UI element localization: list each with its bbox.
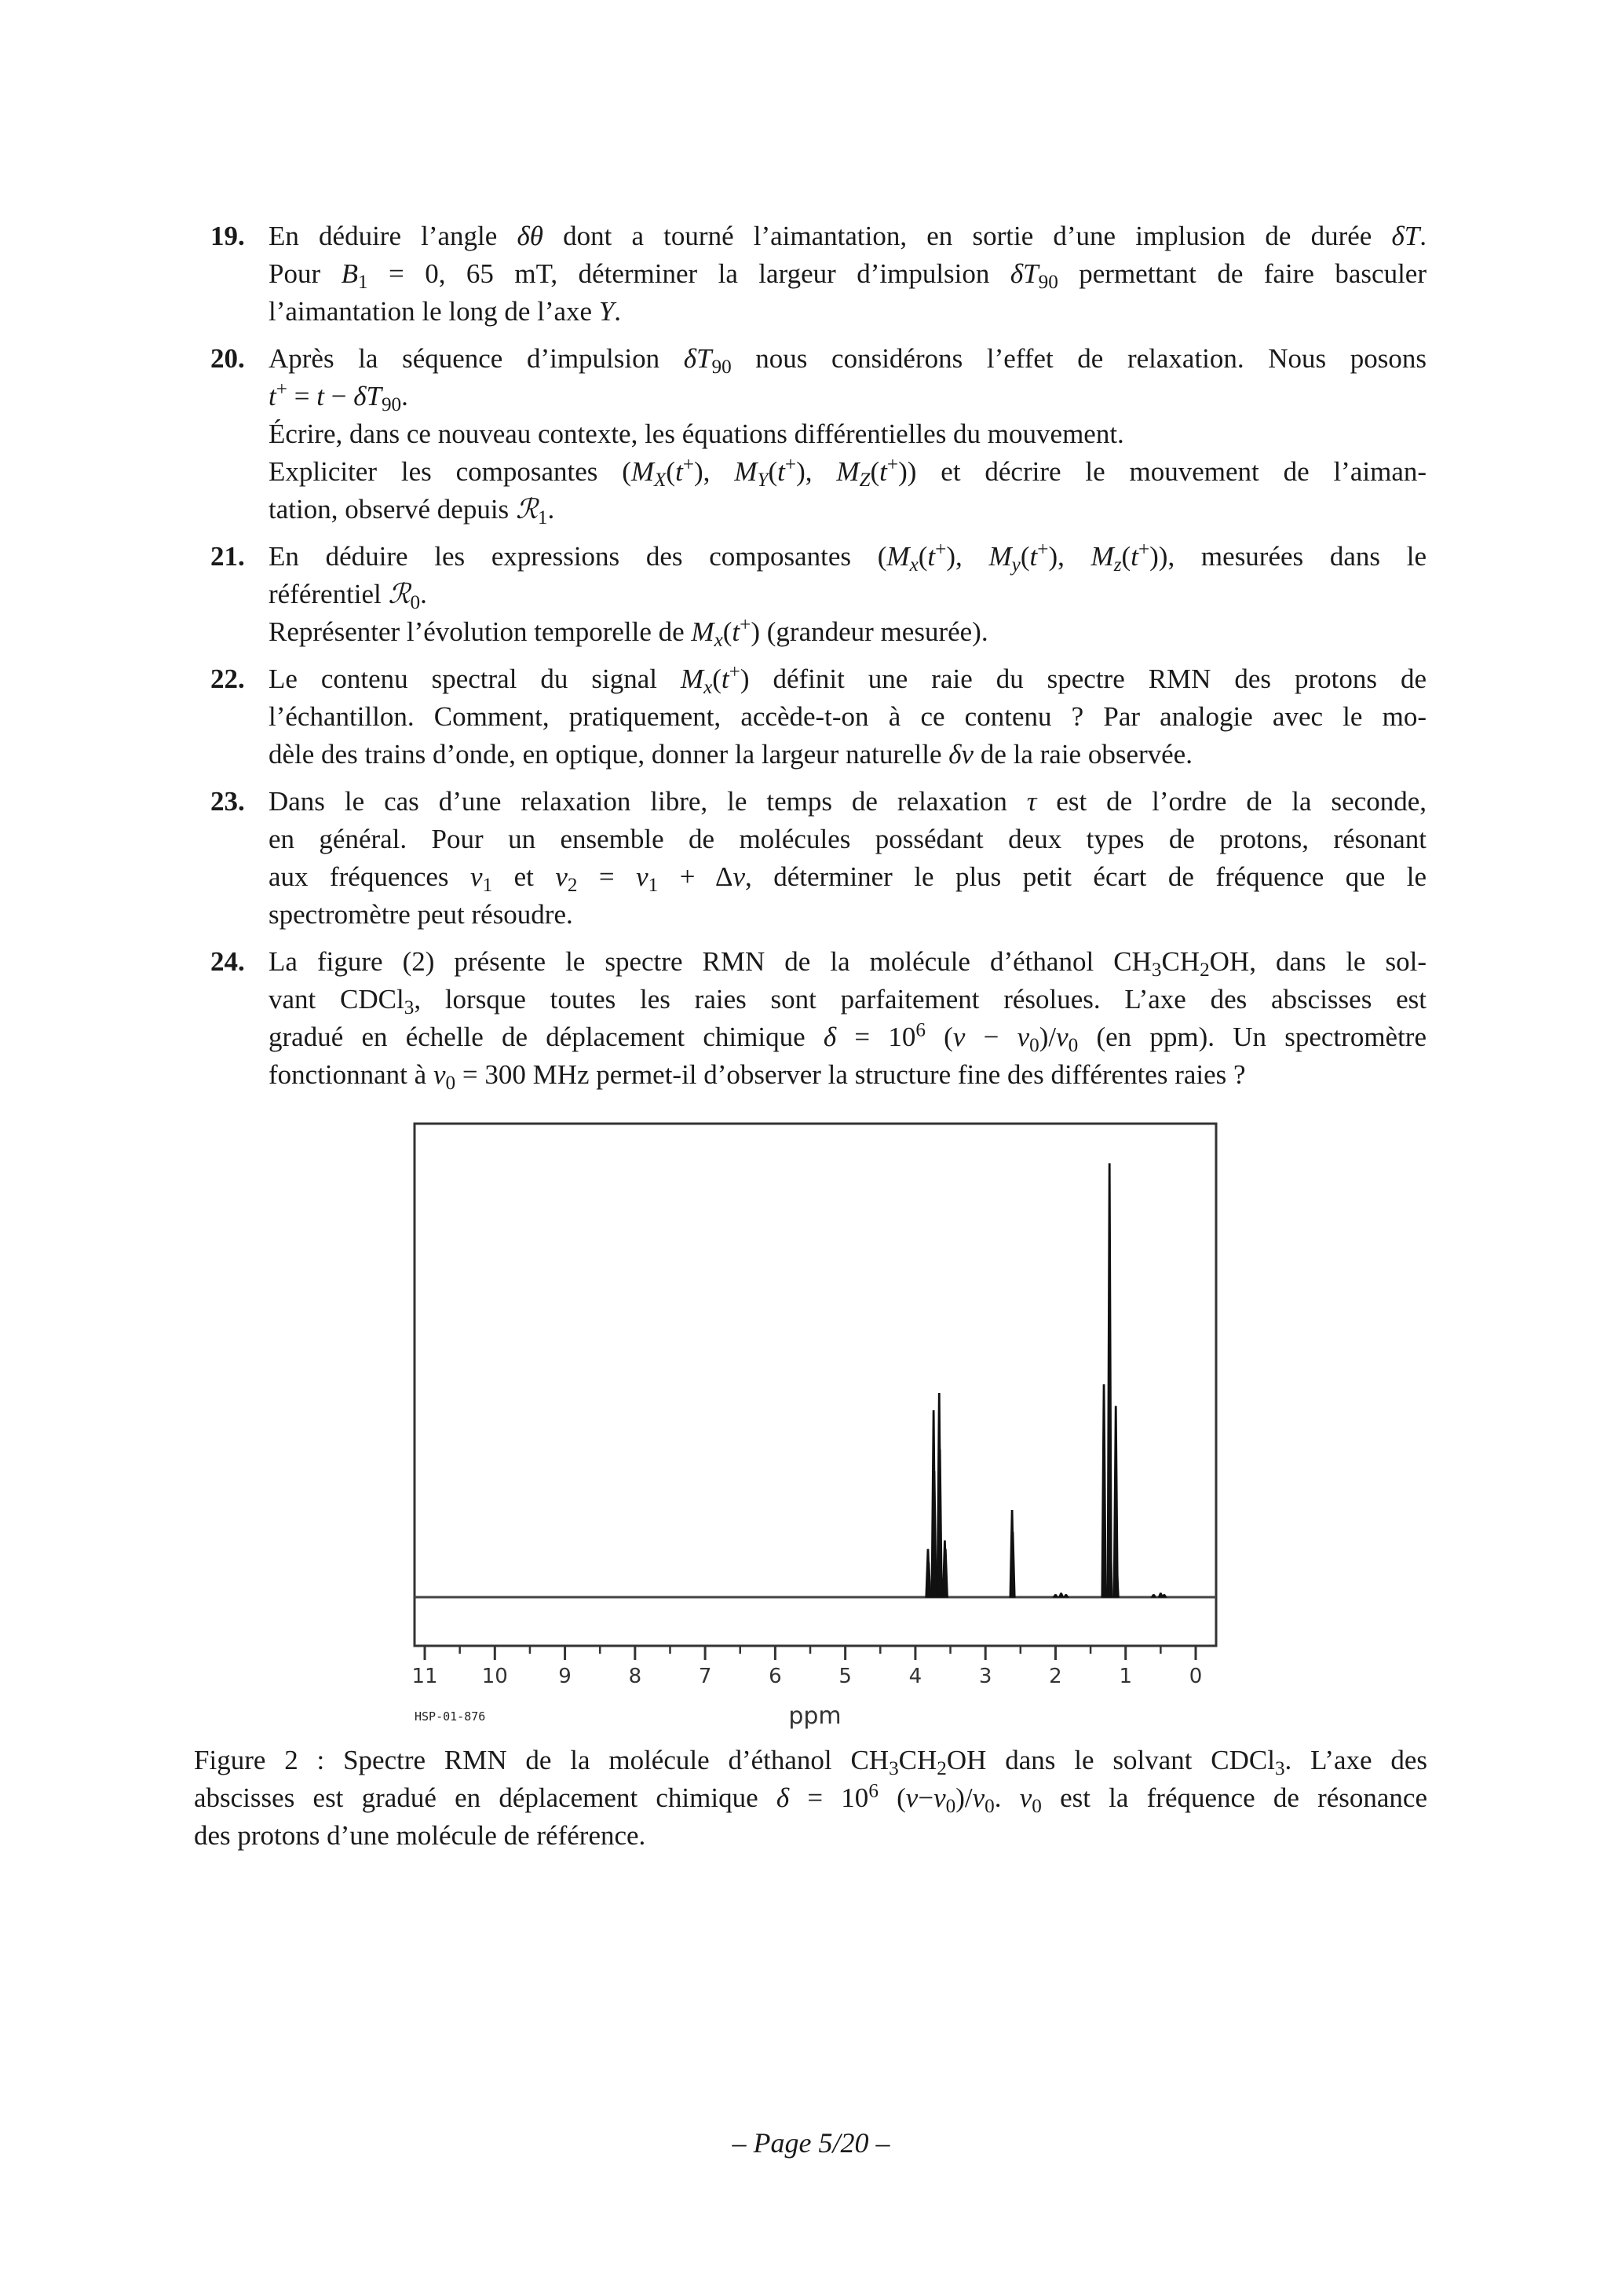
tick-label: 9	[558, 1665, 572, 1688]
tick-label: 11	[411, 1665, 438, 1688]
question-number: 19.	[210, 221, 245, 251]
tick-label: 4	[908, 1665, 922, 1688]
spectrum-peak	[1114, 1558, 1119, 1597]
question-number: 23.	[210, 786, 245, 817]
question-item	[210, 660, 1427, 773]
spectrum-peak	[926, 1549, 930, 1597]
peak-group	[926, 1394, 948, 1597]
text-line: vant CDCl$_3$, lorsque toutes les raies sont parfaitement résolues. L’axe des abscisses est	[269, 984, 1427, 1019]
text-line: En déduire les expressions des composantes ($M_x(t^+)$, $M_y(t^+)$, $M_z(t^+)$), mesurées dans le	[269, 539, 1427, 576]
text-line: fonctionnant à $\nu_0 = 300$ MHz permet-il d’observer la structure fine des différentes raies ?	[269, 1059, 1246, 1095]
text-line: Dans le cas d’une relaxation libre, le temps de relaxation τ est de l’ordre de la seconde,	[269, 786, 1427, 817]
spectrum-peak	[1107, 1164, 1112, 1597]
spectrum-peak	[1151, 1595, 1156, 1597]
text-line: La figure (2) présente le spectre RMN de la molécule d’éthanol $CH_3CH_2OH$, dans le sol-	[269, 946, 1427, 982]
spectrum-peak	[943, 1549, 948, 1597]
text-line: aux fréquences $\nu_1$ et $\nu_2 = \nu_1 + \Delta\nu$, déterminer le plus petit écart de fréquence que le	[269, 861, 1427, 897]
spectrum-peak	[1162, 1595, 1167, 1597]
caption-line: Figure 2 : Spectre RMN de la molécule d’éthanol $CH_3CH_2OH$ dans le solvant CDCl$_3$. L’axe des	[194, 1745, 1427, 1780]
spectrum-peak	[1102, 1563, 1107, 1597]
spectrum-peak	[1053, 1595, 1058, 1597]
question-text	[269, 340, 1427, 528]
question-item	[210, 218, 1427, 331]
text-line: l’aimantation le long de l’axe Y.	[269, 296, 622, 327]
tick-label: 10	[481, 1665, 508, 1688]
caption-line: abscisses est gradué en déplacement chimique $\delta = 10^6$ $(\nu-\nu_0)/\nu_0$. $\nu_0$ est la fréquence de résonance	[194, 1780, 1427, 1818]
spectrum-peak	[1059, 1593, 1064, 1597]
text-line: Écrire, dans ce nouveau contexte, les équations différentielles du mouvement.	[269, 419, 1124, 449]
spectrum-peak	[1010, 1532, 1015, 1597]
text-line: Représenter l’évolution temporelle de $M_x(t^+)$ (grandeur mesurée).	[269, 614, 988, 652]
x-axis	[411, 1646, 1202, 1688]
figure-caption	[194, 1742, 1427, 1855]
spectrum-peak	[937, 1394, 941, 1597]
caption-line: des protons d’une molécule de référence.	[194, 1820, 646, 1851]
tick-label: 7	[698, 1665, 712, 1688]
question-item	[210, 943, 1427, 1094]
text-line: l’échantillon. Comment, pratiquement, accède-t-on à ce contenu ? Par analogie avec le mo-	[269, 701, 1427, 732]
spectrum-peak	[942, 1541, 947, 1597]
text-line: Expliciter les composantes ($M_X(t^+)$, $M_Y(t^+)$, $M_Z(t^+)$) et décrire le mouvement de l’aiman-	[269, 454, 1427, 492]
page-number: – Page 5/20 –	[732, 2127, 890, 2159]
tick-label: 6	[769, 1665, 782, 1688]
question-text	[269, 218, 1427, 331]
question-number: 21.	[210, 541, 245, 572]
tick-label: 1	[1119, 1665, 1133, 1688]
spectrum-peak	[937, 1450, 942, 1597]
question-number: 22.	[210, 664, 245, 694]
peak-group	[1053, 1593, 1166, 1597]
spectrum-peak	[1158, 1593, 1163, 1597]
text-line: gradué en échelle de déplacement chimique $\delta = 10^6$ $(\nu - \nu_0)/\nu_0$ (en ppm). Un spectromètre	[269, 1019, 1427, 1057]
peak-group	[1101, 1164, 1119, 1597]
question-number: 20.	[210, 343, 245, 374]
question-text	[269, 538, 1427, 651]
spectrum-peak	[1113, 1406, 1118, 1597]
peak-group	[1010, 1511, 1015, 1597]
question-text	[269, 943, 1427, 1094]
text-line: en général. Pour un ensemble de molécules possédant deux types de protons, résonant	[269, 824, 1427, 854]
question-item	[210, 340, 1427, 528]
question-item	[210, 538, 1427, 651]
spectrum-peak	[1064, 1595, 1069, 1597]
tick-label: 3	[978, 1665, 992, 1688]
spectrum-peak	[1010, 1511, 1014, 1597]
spectrum-code-annotation: HSP-01-876	[415, 1709, 486, 1724]
question-item	[210, 783, 1427, 934]
question-text	[269, 783, 1427, 934]
question-text	[269, 660, 1427, 773]
spectrum-peak	[1108, 1528, 1112, 1597]
spectrum-peaks	[926, 1164, 1167, 1597]
text-line: Après la séquence d’impulsion $\delta T_{90}$ nous considérons l’effet de relaxation. Nous posons	[269, 343, 1427, 378]
text-line: Le contenu spectral du signal $M_x(t^+)$ définit une raie du spectre RMN des protons de	[269, 661, 1427, 699]
spectrum-peak	[932, 1472, 937, 1597]
spectrum-peak	[926, 1563, 931, 1597]
text-line: En déduire l’angle δθ dont a tourné l’aimantation, en sortie d’une implusion de durée δT.	[269, 221, 1427, 251]
plot-frame	[415, 1124, 1216, 1646]
spectrum-peak	[1101, 1385, 1106, 1597]
tick-label: 0	[1189, 1665, 1203, 1688]
text-line: $t^+ = t - \delta T_{90}$.	[269, 378, 408, 416]
x-axis-label: ppm	[788, 1702, 842, 1730]
text-line: spectromètre peut résoudre.	[269, 899, 573, 930]
text-line: dèle des trains d’onde, en optique, donner la largeur naturelle δν de la raie observée.	[269, 739, 1193, 770]
questions-list	[210, 218, 1427, 1094]
question-number: 24.	[210, 946, 245, 977]
tick-label: 2	[1049, 1665, 1062, 1688]
text-line: référentiel ℛ$_0$.	[269, 579, 427, 614]
text-line: Pour $B_1 = 0$, 65 mT, déterminer la largeur d’impulsion $\delta T_{90}$ permettant de faire basculer	[269, 258, 1427, 294]
tick-label: 8	[628, 1665, 642, 1688]
text-line: tation, observé depuis ℛ$_1$.	[269, 494, 555, 529]
spectrum-peak	[931, 1411, 936, 1597]
tick-label: 5	[838, 1665, 852, 1688]
